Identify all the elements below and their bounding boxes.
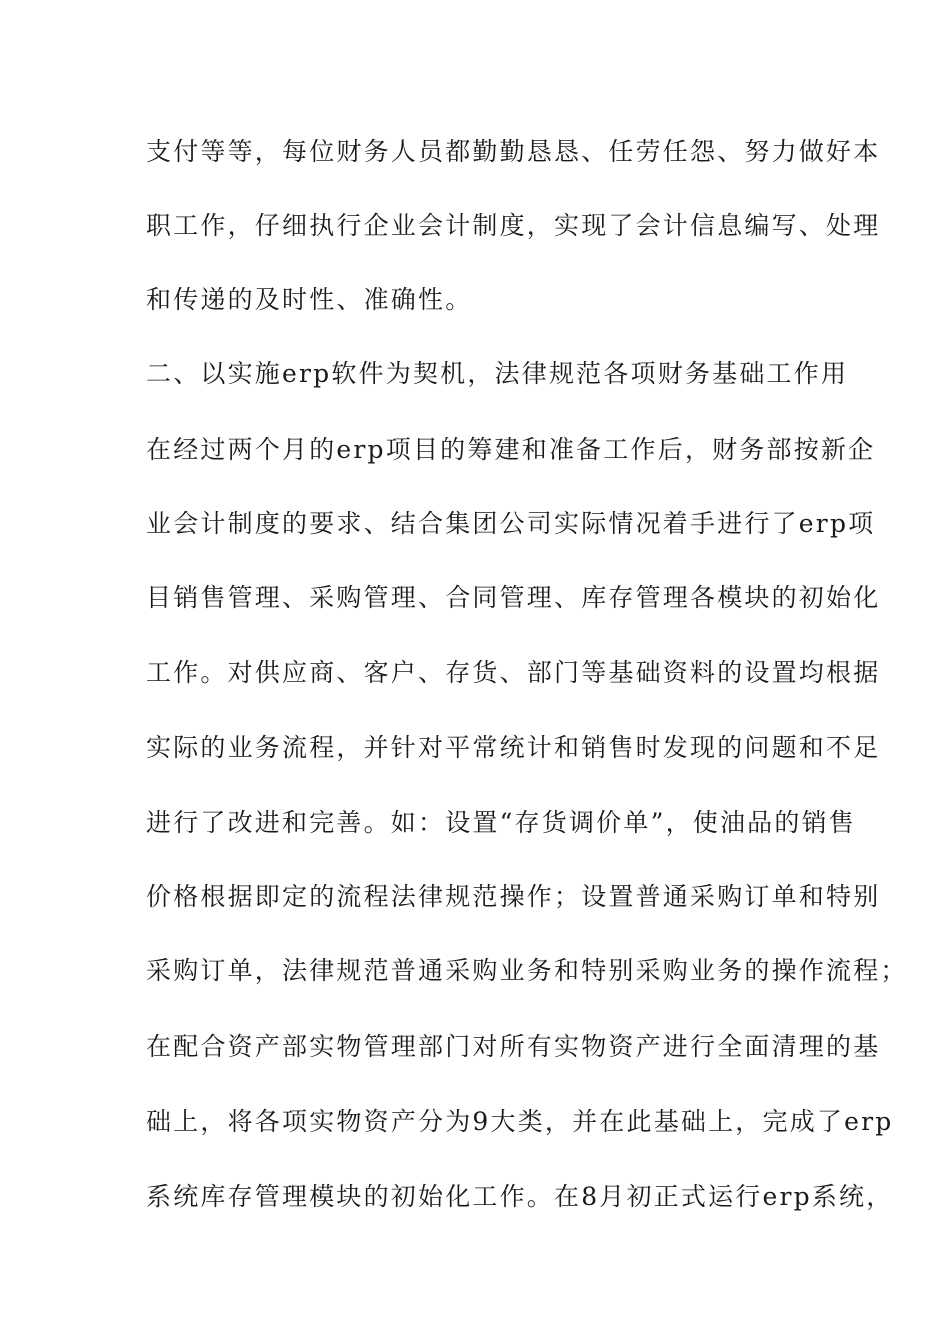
paragraph-line: 职工作，仔细执行企业会计制度，实现了会计信息编写、处理 [146,211,881,240]
paragraph-line: 目销售管理、采购管理、合同管理、库存管理各模块的初始化 [146,583,881,612]
paragraph-line: 础上，将各项实物资产分为9大类，并在此基础上，完成了erp [146,1107,894,1136]
paragraph-line: 价格根据即定的流程法律规范操作；设置普通采购订单和特别 [146,882,881,911]
paragraph-line: 支付等等，每位财务人员都勤勤恳恳、任劳任怨、努力做好本 [146,137,881,166]
section-heading: 二、以实施erp软件为契机，法律规范各项财务基础工作用 [146,359,849,388]
paragraph-line: 在经过两个月的erp项目的筹建和准备工作后，财务部按新企 [146,435,876,464]
paragraph-line: 实际的业务流程，并针对平常统计和销售时发现的问题和不足 [146,733,881,762]
paragraph-line: 工作。对供应商、客户、存货、部门等基础资料的设置均根据 [146,658,881,687]
paragraph-line: 在配合资产部实物管理部门对所有实物资产进行全面清理的基 [146,1032,881,1061]
paragraph-line: 采购订单，法律规范普通采购业务和特别采购业务的操作流程； [146,956,908,985]
paragraph-line: 进行了改进和完善。如：设置“存货调价单”，使油品的销售 [146,808,856,837]
paragraph-line: 系统库存管理模块的初始化工作。在8月初正式运行erp系统， [146,1182,894,1211]
paragraph-line: 和传递的及时性、准确性。 [146,285,473,314]
paragraph-line: 业会计制度的要求、结合集团公司实际情况着手进行了erp项 [146,509,876,538]
